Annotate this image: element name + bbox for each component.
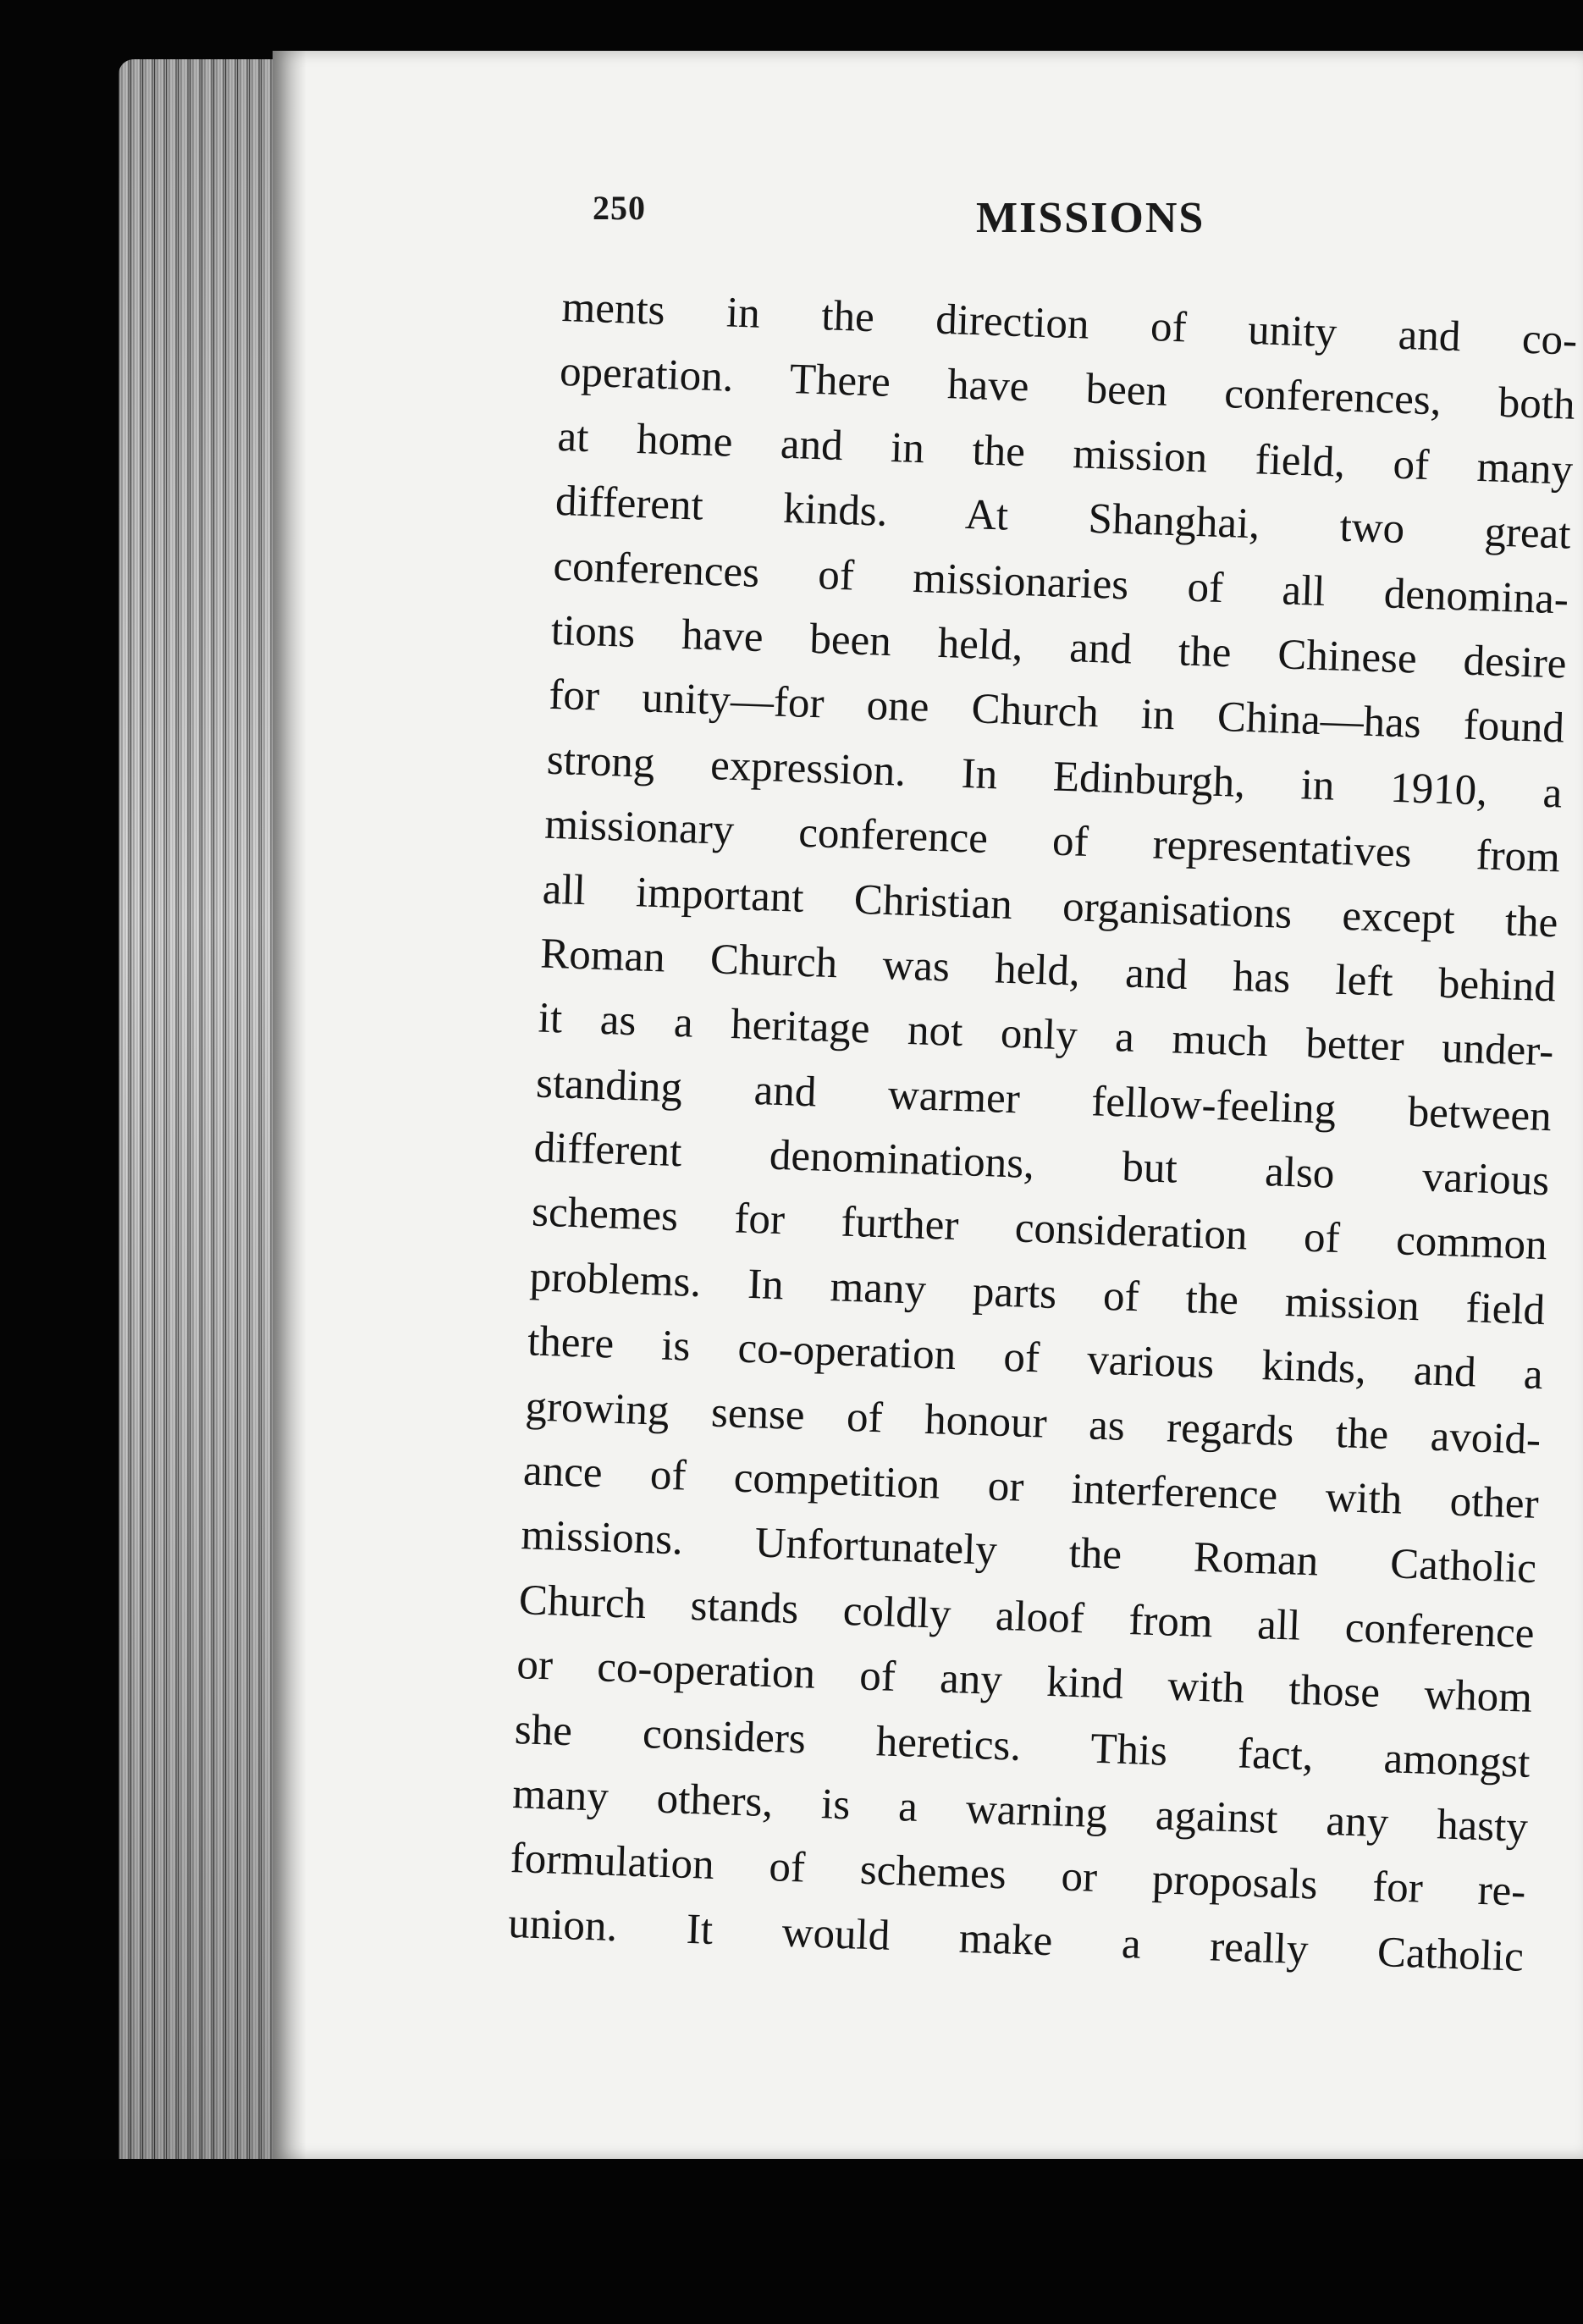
text-line: all important Christian organisations except the [542,865,1559,947]
text-line: conferences of missionaries of all denomina- [552,542,1569,624]
text-line: strong expression. In Edinburgh, in 1910, a [546,736,1564,818]
text-line: different denominations, but also various [532,1123,1551,1206]
text-line: it as a heritage not only a much better under- [537,994,1555,1076]
text-line: union. It would make a really Catholic [507,1899,1525,1981]
text-line: she considers heretics. This fact, amongst [514,1705,1531,1787]
text-line: standing and warmer fellow-feeling between [535,1059,1553,1140]
text-line: missionary conference of representatives from [543,800,1561,882]
text-line: schemes for further consideration of common [531,1188,1548,1270]
scan-bottom-margin [0,2159,1583,2324]
text-line: for unity—for one Church in China—has found [548,671,1565,753]
text-line: there is co-operation of various kinds, and a [527,1317,1544,1399]
body-text [507,275,1578,1990]
text-line: ance of competition or interference with other [522,1447,1540,1529]
text-line: Church stands coldly aloof from all conference [518,1576,1536,1658]
text-line: or co-operation of any kind with those whom [516,1641,1533,1723]
text-line: missions. Unfortunately the Roman Catholic [520,1511,1537,1593]
page-number: 250 [593,189,646,227]
book-page-edges [119,59,275,2210]
text-line: problems. In many parts of the mission field [528,1253,1547,1334]
text-line: ments in the direction of unity and co- [560,283,1579,365]
text-line: Roman Church was held, and has left behind [539,930,1557,1012]
text-line: operation. There have been conferences, both [559,348,1576,430]
text-line: tions have been held, and the Chinese desire [550,606,1568,688]
text-line: growing sense of honour as regards the avoid- [524,1382,1542,1464]
page-gutter-shadow [273,51,306,2159]
running-head: MISSIONS [976,194,1205,242]
text-line: formulation of schemes or proposals for re- [510,1835,1527,1917]
text-line: many others, is a warning against any hasty [511,1770,1529,1852]
text-line: different kinds. At Shanghai, two great [554,477,1572,559]
text-line: at home and in the mission field, of many [556,412,1574,494]
